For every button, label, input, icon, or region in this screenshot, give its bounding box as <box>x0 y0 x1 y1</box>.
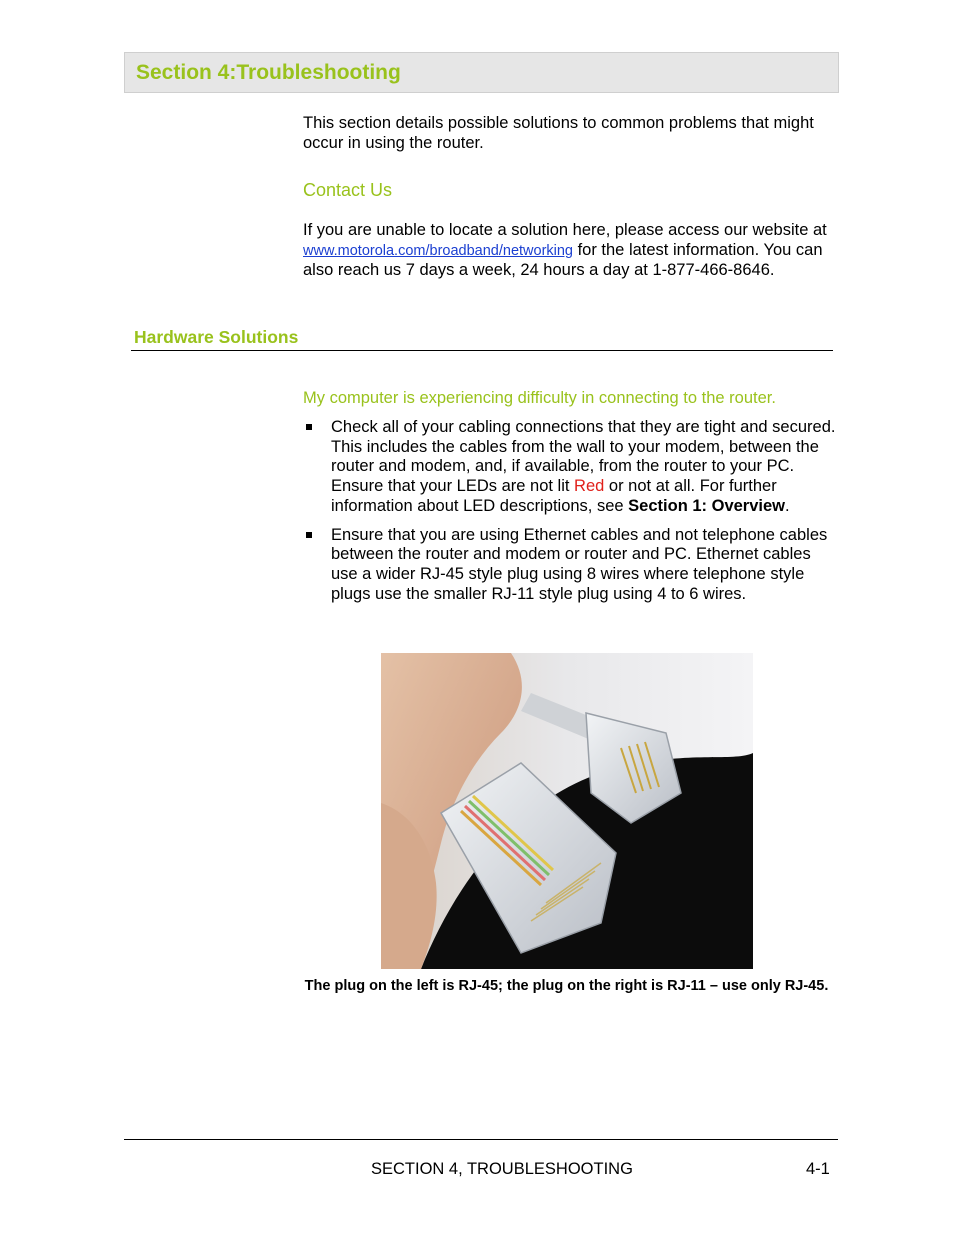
contact-text-end: for the latest information. You can also reach us 7 days a week, 24 hours a day at 1-877-466-8646. <box>303 240 823 280</box>
solution-list <box>303 418 838 613</box>
photo-caption: The plug on the left is RJ-45; the plug on the right is RJ-11 – use only RJ-45. <box>304 978 829 994</box>
heading-rule <box>131 350 833 351</box>
bullet2-text: Ensure that you are using Ethernet cables and not telephone cables between the router and modem or router and PC. Ethernet cables use a wider RJ-45 style plug using 8 wires where telephone style plugs use the smaller RJ-11 style plug using 4 to 6 wires. <box>331 525 828 603</box>
problem-question: My computer is experiencing difficulty in connecting to the router. <box>303 389 776 407</box>
contact-paragraph <box>303 221 838 281</box>
hardware-solutions-heading: Hardware Solutions <box>134 327 299 347</box>
website-link[interactable]: www.motorola.com/broadband/networking <box>303 242 573 259</box>
list-item <box>303 526 838 605</box>
page-number: 4-1 <box>806 1160 830 1178</box>
bullet-square-icon <box>306 424 312 430</box>
footer-section-title: SECTION 4, TROUBLESHOOTING <box>371 1160 633 1178</box>
section-title: Section 4:Troubleshooting <box>136 61 401 84</box>
intro-paragraph: This section details possible solutions to common problems that might occur in using the router. <box>303 114 814 152</box>
section-reference: Section 1: Overview <box>628 496 785 515</box>
rj45-rj11-plug-photo <box>381 653 753 969</box>
bullet1-text-end: . <box>785 496 790 515</box>
contact-heading: Contact Us <box>303 180 393 200</box>
bullet-square-icon <box>306 532 312 538</box>
bullet1-text-mid: or not at all. For further information about LED descriptions, see <box>331 477 777 515</box>
footer-rule <box>124 1139 838 1140</box>
bullet1-text: Check all of your cabling connections that they are tight and secured. This includes the cables from the wall to your modem, between the router and modem, and, if available, from the router to your PC. Ensure that your LEDs are not lit <box>331 418 836 496</box>
section-header <box>124 52 839 93</box>
list-item <box>303 418 838 517</box>
contact-text-start: If you are unable to locate a solution here, please access our website at <box>303 221 827 239</box>
red-led-text: Red <box>574 477 605 496</box>
